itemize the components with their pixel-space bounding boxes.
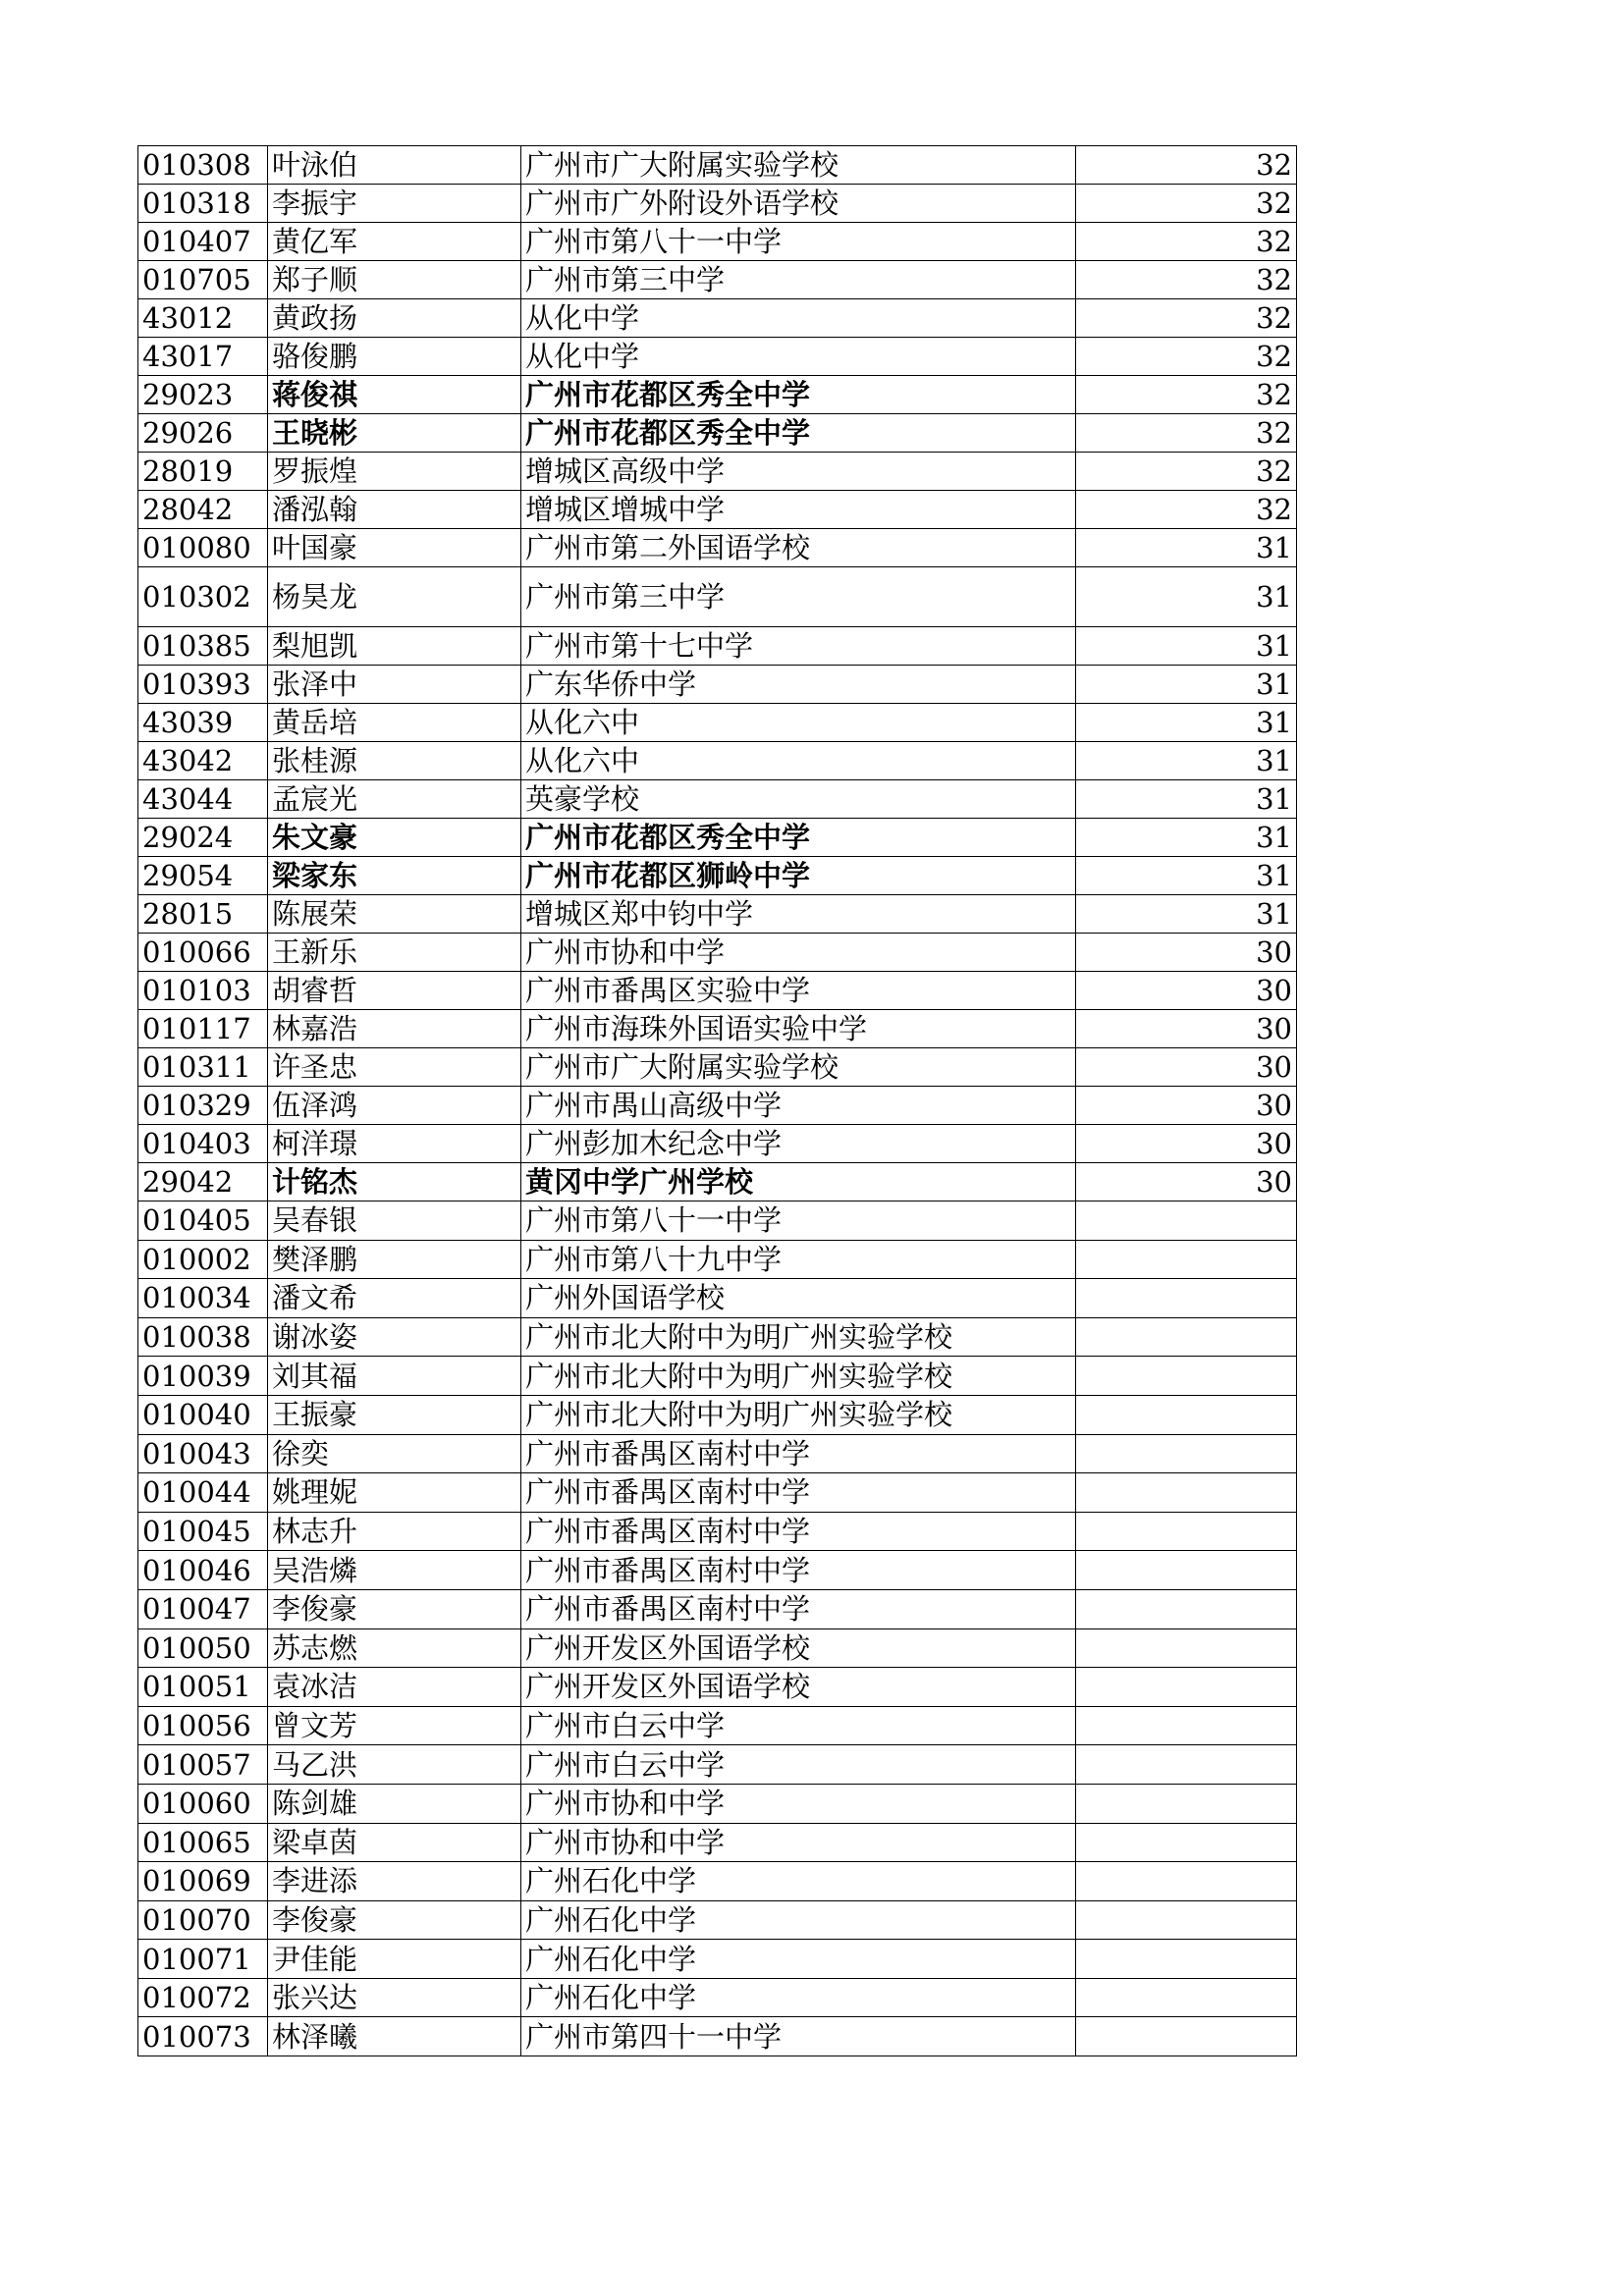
student-id-cell: 010043 <box>138 1434 268 1473</box>
student-name-cell: 蒋俊祺 <box>268 376 521 414</box>
school-cell: 广州彭加木纪念中学 <box>521 1125 1076 1163</box>
table-row <box>138 666 1297 704</box>
student-name-cell: 林泽曦 <box>268 2017 521 2056</box>
student-id-cell: 010070 <box>138 1900 268 1940</box>
school-cell: 广州市北大附中为明广州实验学校 <box>521 1357 1076 1396</box>
school-cell: 广州市广大附属实验学校 <box>521 146 1076 185</box>
student-id-cell: 28015 <box>138 895 268 934</box>
school-cell: 广州市广大附属实验学校 <box>521 1048 1076 1087</box>
table-row <box>138 146 1297 185</box>
student-id-cell: 010393 <box>138 666 268 704</box>
student-name-cell: 计铭杰 <box>268 1163 521 1201</box>
score-cell: 32 <box>1076 453 1297 491</box>
school-cell: 广州市第八十一中学 <box>521 1201 1076 1241</box>
student-name-cell: 胡睿哲 <box>268 972 521 1010</box>
table-row <box>138 1629 1297 1668</box>
school-cell: 广州市协和中学 <box>521 934 1076 972</box>
student-id-cell: 43039 <box>138 704 268 742</box>
score-cell: 30 <box>1076 1048 1297 1087</box>
score-cell: 32 <box>1076 491 1297 529</box>
score-cell <box>1076 1706 1297 1745</box>
score-cell <box>1076 1317 1297 1357</box>
score-cell: 32 <box>1076 299 1297 338</box>
score-cell <box>1076 1395 1297 1434</box>
student-name-cell: 苏志燃 <box>268 1629 521 1668</box>
school-cell: 广东华侨中学 <box>521 666 1076 704</box>
student-id-cell: 010705 <box>138 261 268 299</box>
table-row <box>138 1940 1297 1979</box>
table-row <box>138 414 1297 453</box>
student-id-cell: 010302 <box>138 567 268 627</box>
school-cell: 广州市第三中学 <box>521 567 1076 627</box>
score-cell: 31 <box>1076 529 1297 567</box>
table-row <box>138 972 1297 1010</box>
student-id-cell: 010050 <box>138 1629 268 1668</box>
results-table <box>137 145 1297 2056</box>
score-cell: 31 <box>1076 627 1297 666</box>
school-cell: 广州市第八十九中学 <box>521 1240 1076 1279</box>
score-cell <box>1076 1473 1297 1513</box>
score-cell: 30 <box>1076 1163 1297 1201</box>
score-cell: 30 <box>1076 972 1297 1010</box>
table-row <box>138 1317 1297 1357</box>
student-name-cell: 黄岳培 <box>268 704 521 742</box>
student-name-cell: 梁家东 <box>268 857 521 895</box>
student-name-cell: 罗振煌 <box>268 453 521 491</box>
student-name-cell: 吴春银 <box>268 1201 521 1241</box>
student-name-cell: 樊泽鹏 <box>268 1240 521 1279</box>
student-id-cell: 010045 <box>138 1512 268 1551</box>
table-row <box>138 1125 1297 1163</box>
score-cell: 31 <box>1076 742 1297 780</box>
student-name-cell: 黄亿军 <box>268 223 521 261</box>
score-cell <box>1076 1823 1297 1862</box>
score-cell: 31 <box>1076 819 1297 857</box>
student-id-cell: 010066 <box>138 934 268 972</box>
student-name-cell: 叶泳伯 <box>268 146 521 185</box>
student-name-cell: 叶国豪 <box>268 529 521 567</box>
school-cell: 黄冈中学广州学校 <box>521 1163 1076 1201</box>
student-name-cell: 李振宇 <box>268 185 521 223</box>
student-name-cell: 林嘉浩 <box>268 1010 521 1048</box>
table-row <box>138 1900 1297 1940</box>
student-id-cell: 010039 <box>138 1357 268 1396</box>
score-cell: 32 <box>1076 261 1297 299</box>
school-cell: 增城区增城中学 <box>521 491 1076 529</box>
school-cell: 英豪学校 <box>521 780 1076 819</box>
student-id-cell: 010040 <box>138 1395 268 1434</box>
school-cell: 广州开发区外国语学校 <box>521 1629 1076 1668</box>
table-row <box>138 895 1297 934</box>
score-cell: 32 <box>1076 146 1297 185</box>
score-cell: 32 <box>1076 376 1297 414</box>
school-cell: 广州市第二外国语学校 <box>521 529 1076 567</box>
score-cell <box>1076 1784 1297 1823</box>
table-row <box>138 491 1297 529</box>
student-name-cell: 郑子顺 <box>268 261 521 299</box>
school-cell: 广州石化中学 <box>521 1862 1076 1901</box>
score-cell: 30 <box>1076 1010 1297 1048</box>
school-cell: 从化中学 <box>521 299 1076 338</box>
student-name-cell: 孟宸光 <box>268 780 521 819</box>
school-cell: 广州市北大附中为明广州实验学校 <box>521 1317 1076 1357</box>
table-row <box>138 1395 1297 1434</box>
table-row <box>138 1978 1297 2017</box>
table-row <box>138 261 1297 299</box>
score-cell <box>1076 2017 1297 2056</box>
student-name-cell: 许圣忠 <box>268 1048 521 1087</box>
student-id-cell: 010403 <box>138 1125 268 1163</box>
table-row <box>138 376 1297 414</box>
school-cell: 广州市花都区秀全中学 <box>521 414 1076 453</box>
school-cell: 广州市花都区秀全中学 <box>521 819 1076 857</box>
school-cell: 广州市白云中学 <box>521 1745 1076 1785</box>
student-id-cell: 010065 <box>138 1823 268 1862</box>
score-cell <box>1076 1512 1297 1551</box>
student-id-cell: 28042 <box>138 491 268 529</box>
score-cell: 32 <box>1076 185 1297 223</box>
student-name-cell: 梨旭凯 <box>268 627 521 666</box>
student-id-cell: 010308 <box>138 146 268 185</box>
score-cell: 30 <box>1076 1087 1297 1125</box>
student-id-cell: 43044 <box>138 780 268 819</box>
table-row <box>138 1551 1297 1590</box>
student-name-cell: 陈剑雄 <box>268 1784 521 1823</box>
school-cell: 广州市番禺区南村中学 <box>521 1551 1076 1590</box>
student-id-cell: 010046 <box>138 1551 268 1590</box>
school-cell: 广州市番禺区南村中学 <box>521 1473 1076 1513</box>
school-cell: 广州石化中学 <box>521 1940 1076 1979</box>
table-row <box>138 338 1297 376</box>
student-id-cell: 010034 <box>138 1279 268 1318</box>
score-cell <box>1076 1279 1297 1318</box>
table-row <box>138 299 1297 338</box>
student-id-cell: 010329 <box>138 1087 268 1125</box>
score-cell <box>1076 1668 1297 1707</box>
student-id-cell: 010385 <box>138 627 268 666</box>
school-cell: 广州市第三中学 <box>521 261 1076 299</box>
table-row <box>138 857 1297 895</box>
student-id-cell: 29042 <box>138 1163 268 1201</box>
table-row <box>138 1745 1297 1785</box>
table-row <box>138 1512 1297 1551</box>
student-name-cell: 王新乐 <box>268 934 521 972</box>
table-row <box>138 1784 1297 1823</box>
school-cell: 广州市番禺区实验中学 <box>521 972 1076 1010</box>
table-row <box>138 1163 1297 1201</box>
score-cell: 31 <box>1076 895 1297 934</box>
school-cell: 广州石化中学 <box>521 1900 1076 1940</box>
table-row <box>138 1087 1297 1125</box>
student-id-cell: 010072 <box>138 1978 268 2017</box>
score-cell <box>1076 1201 1297 1241</box>
student-name-cell: 杨昊龙 <box>268 567 521 627</box>
school-cell: 广州市番禺区南村中学 <box>521 1512 1076 1551</box>
student-name-cell: 刘其福 <box>268 1357 521 1396</box>
table-row <box>138 934 1297 972</box>
score-cell <box>1076 1589 1297 1629</box>
school-cell: 广州市白云中学 <box>521 1706 1076 1745</box>
table-row <box>138 1589 1297 1629</box>
student-name-cell: 吴浩燐 <box>268 1551 521 1590</box>
student-id-cell: 010103 <box>138 972 268 1010</box>
student-name-cell: 袁冰洁 <box>268 1668 521 1707</box>
table-row <box>138 1279 1297 1318</box>
student-name-cell: 潘文希 <box>268 1279 521 1318</box>
student-name-cell: 徐奕 <box>268 1434 521 1473</box>
student-id-cell: 010311 <box>138 1048 268 1087</box>
score-cell <box>1076 1357 1297 1396</box>
student-id-cell: 29023 <box>138 376 268 414</box>
student-name-cell: 李俊豪 <box>268 1589 521 1629</box>
school-cell: 广州市海珠外国语实验中学 <box>521 1010 1076 1048</box>
score-cell: 31 <box>1076 567 1297 627</box>
student-id-cell: 010044 <box>138 1473 268 1513</box>
score-cell <box>1076 1940 1297 1979</box>
school-cell: 广州石化中学 <box>521 1978 1076 2017</box>
score-cell <box>1076 1240 1297 1279</box>
school-cell: 从化中学 <box>521 338 1076 376</box>
student-id-cell: 010057 <box>138 1745 268 1785</box>
table-row <box>138 780 1297 819</box>
student-id-cell: 43017 <box>138 338 268 376</box>
student-id-cell: 28019 <box>138 453 268 491</box>
score-cell <box>1076 1629 1297 1668</box>
score-cell <box>1076 1745 1297 1785</box>
student-name-cell: 柯洋璟 <box>268 1125 521 1163</box>
student-name-cell: 潘泓翰 <box>268 491 521 529</box>
student-name-cell: 陈展荣 <box>268 895 521 934</box>
student-id-cell: 010407 <box>138 223 268 261</box>
score-cell: 32 <box>1076 223 1297 261</box>
score-cell: 32 <box>1076 338 1297 376</box>
student-id-cell: 010080 <box>138 529 268 567</box>
score-cell <box>1076 1978 1297 2017</box>
student-name-cell: 张兴达 <box>268 1978 521 2017</box>
school-cell: 从化六中 <box>521 704 1076 742</box>
table-row <box>138 1823 1297 1862</box>
student-id-cell: 010060 <box>138 1784 268 1823</box>
school-cell: 广州开发区外国语学校 <box>521 1668 1076 1707</box>
school-cell: 广州市协和中学 <box>521 1823 1076 1862</box>
school-cell: 广州市第四十一中学 <box>521 2017 1076 2056</box>
student-name-cell: 王振豪 <box>268 1395 521 1434</box>
student-id-cell: 010071 <box>138 1940 268 1979</box>
student-id-cell: 010405 <box>138 1201 268 1241</box>
table-row <box>138 1706 1297 1745</box>
table-row <box>138 567 1297 627</box>
student-id-cell: 010073 <box>138 2017 268 2056</box>
school-cell: 广州市第八十一中学 <box>521 223 1076 261</box>
school-cell: 广州市番禺区南村中学 <box>521 1434 1076 1473</box>
table-row <box>138 1434 1297 1473</box>
student-name-cell: 朱文豪 <box>268 819 521 857</box>
student-id-cell: 010056 <box>138 1706 268 1745</box>
score-cell <box>1076 1900 1297 1940</box>
score-cell: 32 <box>1076 414 1297 453</box>
table-row <box>138 627 1297 666</box>
student-name-cell: 伍泽鸿 <box>268 1087 521 1125</box>
student-name-cell: 王晓彬 <box>268 414 521 453</box>
score-cell: 30 <box>1076 1125 1297 1163</box>
results-table-body <box>138 146 1297 2056</box>
score-cell: 31 <box>1076 666 1297 704</box>
table-row <box>138 453 1297 491</box>
school-cell: 广州市禺山高级中学 <box>521 1087 1076 1125</box>
student-name-cell: 曾文芳 <box>268 1706 521 1745</box>
school-cell: 从化六中 <box>521 742 1076 780</box>
student-id-cell: 43042 <box>138 742 268 780</box>
table-row <box>138 819 1297 857</box>
student-id-cell: 010038 <box>138 1317 268 1357</box>
student-id-cell: 010047 <box>138 1589 268 1629</box>
student-name-cell: 林志升 <box>268 1512 521 1551</box>
student-id-cell: 29026 <box>138 414 268 453</box>
student-name-cell: 张泽中 <box>268 666 521 704</box>
table-row <box>138 529 1297 567</box>
school-cell: 广州市番禺区南村中学 <box>521 1589 1076 1629</box>
table-row <box>138 1048 1297 1087</box>
student-name-cell: 谢冰姿 <box>268 1317 521 1357</box>
table-row <box>138 2017 1297 2056</box>
score-cell: 30 <box>1076 934 1297 972</box>
student-id-cell: 010051 <box>138 1668 268 1707</box>
table-row <box>138 1240 1297 1279</box>
school-cell: 广州市北大附中为明广州实验学校 <box>521 1395 1076 1434</box>
table-row <box>138 1357 1297 1396</box>
student-name-cell: 李进添 <box>268 1862 521 1901</box>
student-name-cell: 黄政扬 <box>268 299 521 338</box>
student-id-cell: 43012 <box>138 299 268 338</box>
table-row <box>138 185 1297 223</box>
score-cell: 31 <box>1076 857 1297 895</box>
score-cell <box>1076 1551 1297 1590</box>
student-name-cell: 梁卓茵 <box>268 1823 521 1862</box>
student-name-cell: 姚理妮 <box>268 1473 521 1513</box>
student-id-cell: 010318 <box>138 185 268 223</box>
score-cell: 31 <box>1076 704 1297 742</box>
school-cell: 广州外国语学校 <box>521 1279 1076 1318</box>
school-cell: 增城区高级中学 <box>521 453 1076 491</box>
student-id-cell: 010069 <box>138 1862 268 1901</box>
school-cell: 广州市第十七中学 <box>521 627 1076 666</box>
school-cell: 广州市协和中学 <box>521 1784 1076 1823</box>
student-id-cell: 29024 <box>138 819 268 857</box>
score-cell <box>1076 1862 1297 1901</box>
student-name-cell: 尹佳能 <box>268 1940 521 1979</box>
school-cell: 广州市花都区狮岭中学 <box>521 857 1076 895</box>
student-id-cell: 29054 <box>138 857 268 895</box>
score-cell <box>1076 1434 1297 1473</box>
table-row <box>138 742 1297 780</box>
student-name-cell: 张桂源 <box>268 742 521 780</box>
school-cell: 广州市广外附设外语学校 <box>521 185 1076 223</box>
student-name-cell: 李俊豪 <box>268 1900 521 1940</box>
table-row <box>138 1010 1297 1048</box>
table-row <box>138 223 1297 261</box>
student-name-cell: 马乙洪 <box>268 1745 521 1785</box>
student-id-cell: 010117 <box>138 1010 268 1048</box>
table-row <box>138 704 1297 742</box>
student-id-cell: 010002 <box>138 1240 268 1279</box>
school-cell: 广州市花都区秀全中学 <box>521 376 1076 414</box>
table-row <box>138 1862 1297 1901</box>
table-row <box>138 1668 1297 1707</box>
score-cell: 31 <box>1076 780 1297 819</box>
school-cell: 增城区郑中钧中学 <box>521 895 1076 934</box>
student-name-cell: 骆俊鹏 <box>268 338 521 376</box>
table-row <box>138 1201 1297 1241</box>
table-row <box>138 1473 1297 1513</box>
